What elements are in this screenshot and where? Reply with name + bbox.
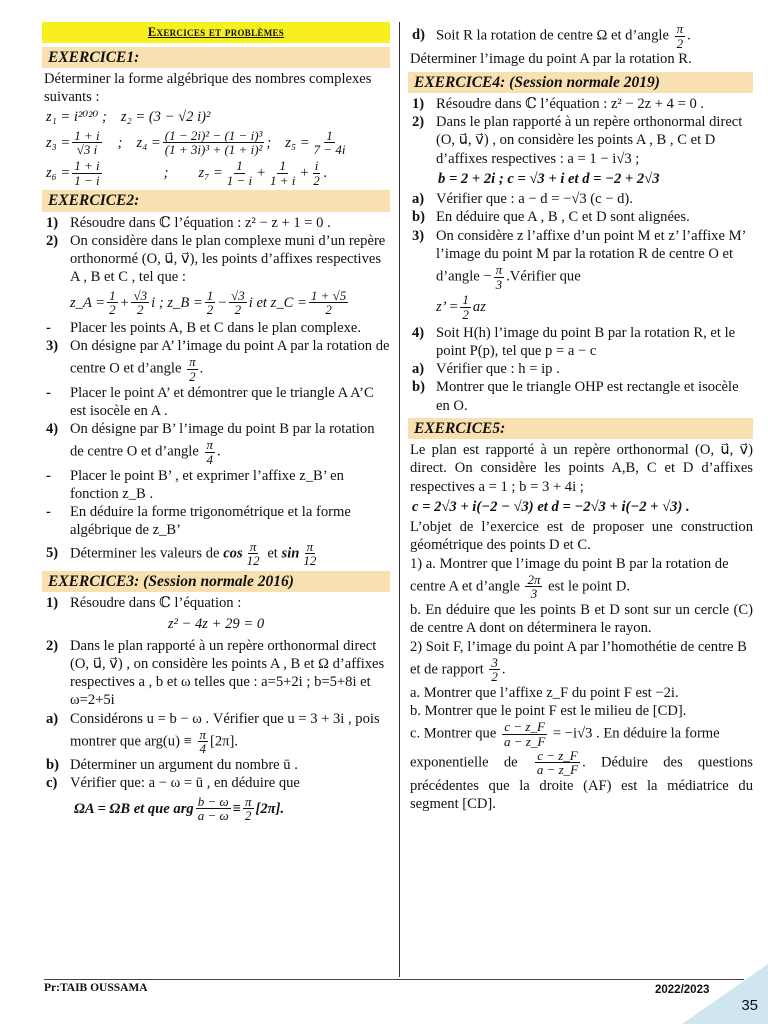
exercise-2-title: EXERCICE2: <box>42 190 390 211</box>
ex5-question-2c: c. Montrer que $\frac{c - z\_F}{a - z\_F}$ = −i√3 . En déduire la forme <box>410 719 720 750</box>
ex2-question-5: 5) Déterminer les valeurs de cos $\frac{\pi}{12}$ et sin $\frac{\pi}{12}$ <box>46 538 317 569</box>
ex4-question-3: 3) On considère z l’affixe d’un point M et z’ l’affixe M’ l’image du point M par la rotation R de centre O et d’angle − $\frac{\pi}{3}$ .Vérifier que <box>412 227 746 292</box>
ex2-question-1: 1) Résoudre dans ℂ l’équation : z² − z + 1 = 0 . <box>46 214 331 231</box>
ex2-points-affixes: z_A = $\frac{1}{2}$ + $\frac{√3}{2}$ i ; z_B = $\frac{1}{2}$ − $\frac{√3}{2}$ i et z_C = $\frac{1 + √5}{2}$ <box>70 287 347 318</box>
footer-author: Pr:TAIB OUSSAMA <box>44 982 148 994</box>
z5-fraction: $\frac{1}{7 - 4i}$ <box>313 127 346 158</box>
z3-label: z₃ = <box>46 134 71 151</box>
ex4-question-2: 2) Dans le plan rapporté à un repère orthonormal direct (O, u⃗, v⃗) , on considère les points A , B , C et D d’affixes respectives : a = 1 − i√3 ; <box>412 114 743 167</box>
footer-year: 2022/2023 <box>655 984 710 996</box>
z7-fraction-c: $\frac{i}{2}$ <box>313 157 320 188</box>
ex4-question-4: 4) Soit H(h) l’image du point B par la rotation R, et le point P(p), tel que p = a − c <box>412 324 736 359</box>
z4-label: z₄ = <box>136 134 161 151</box>
ex5-question-1b: b. En déduire que les points B et D sont sur un cercle (C) de centre A dont on déterminera le rayon. <box>410 602 753 637</box>
z6-z7-line: z₆ = $\frac{1 + i}{1 - i}$ ; z₇ = $\frac{1}{1 - i}$ + $\frac{1}{1 + i}$ + $\frac{i}{2}$ . <box>46 157 328 188</box>
z1-z2-line <box>42 108 390 126</box>
exercise-5-title: EXERCICE5: <box>408 418 753 439</box>
z6-fraction: $\frac{1 + i}{1 - i}$ <box>74 157 100 188</box>
z3-fraction: $\frac{1 + i}{√3 i}$ <box>74 127 100 158</box>
ex2-question-2: 2) On considère dans le plan complexe muni d’un repère orthonormé (O, u⃗, v⃗), les points d’affixes respectives A , B et C , tel que : <box>46 232 386 286</box>
ex3-question-c-formula: ΩA = ΩB et que arg $\frac{b - \omega}{a - \omega}$ ≡ $\frac{\pi}{2}$ [2π]. <box>74 793 285 824</box>
ex5-question-1a: 1) a. Montrer que l’image du point B par la rotation de centre A et d’angle $\frac{2\pi}{3}$ est le point D. <box>410 555 729 602</box>
ex4-question-a: a) Vérifier que : a − d = −√3 (c − d). <box>412 191 633 208</box>
ex4-question-4a: a) Vérifier que : h = ip . <box>412 361 560 378</box>
ex3-question-c: c) Vérifier que: a − ω = ū , en déduire que <box>46 775 300 792</box>
ex4-question-1: 1) Résoudre dans ℂ l’équation : z² − 2z + 4 = 0 . <box>412 95 705 112</box>
ex3-question-d: d) Soit R la rotation de centre Ω et d’angle $\frac{\pi}{2}$ . <box>412 21 691 51</box>
ex2-bullet-4: - En déduire la forme trigonométrique et la forme algébrique de z_B’ <box>46 504 351 539</box>
ex3-question-a: a) Considérons u = b − ω . Vérifier que u = 3 + 3i , pois montrer que arg(u) ≡ $\frac{\pi}{4}$ [2π]. <box>46 710 380 757</box>
ex5-question-2: 2) Soit F, l’image du point A par l’homothétie de centre B et de rapport $\frac{3}{2}$ . <box>410 638 747 685</box>
left-column <box>42 22 390 825</box>
z7-label: z₇ = <box>198 165 223 181</box>
page-banner: Exercices et problèmes <box>42 22 390 43</box>
z1-formula: z₁ = i²⁰²⁰ ; <box>46 109 107 126</box>
exercise-1-intro: Déterminer la forme algébrique des nombres complexes suivants : <box>44 71 372 106</box>
ex3-question-b: b) Déterminer un argument du nombre ū . <box>46 757 298 774</box>
ex5-question-2a: a. Montrer que l’affixe z_F du point F est −2i. <box>410 685 679 702</box>
exercise-3-title: EXERCICE3: (Session normale 2016) <box>42 571 390 592</box>
ex2-bullet-3: - Placer le point B’ , et exprimer l’affixe z_B’ en fonction z_B . <box>46 467 344 502</box>
z4-fraction: $\frac{\text{(1 − 2i)² − (1 − i)³}}{\text{(1 + 3i)³ + (1 + i)²}}$ <box>164 127 263 158</box>
ex3-question-1: 1) Résoudre dans ℂ l’équation : <box>46 595 242 612</box>
z7-fraction-a: $\frac{1}{1 - i}$ <box>226 157 253 188</box>
page-number: 35 <box>741 997 758 1015</box>
ex4-question-b: b) En déduire que A , B , C et D sont alignées. <box>412 209 690 226</box>
ex2-bullet-1: - Placer les points A, B et C dans le plan complexe. <box>46 319 362 336</box>
ex3-question-d-line2: Déterminer l’image du point A par la rotation R. <box>410 51 692 68</box>
ex4-rotation-formula: z’ = $\frac{1}{2}$ az <box>436 292 486 322</box>
column-divider <box>399 22 400 977</box>
right-column <box>408 22 753 814</box>
exercise-4-title: EXERCICE4: (Session normale 2019) <box>408 72 753 93</box>
page-corner <box>682 964 768 1024</box>
footer-rule <box>44 979 744 980</box>
z7-fraction-b: $\frac{1}{1 + i}$ <box>270 157 296 188</box>
ex4-question-4b: b) Montrer que le triangle OHP est rectangle et isocèle en O. <box>412 379 739 414</box>
ex5-question-2c-continued: exponentielle de $\frac{c - z\_F}{a - z\_F}$ . Déduire des questions précédentes que la droite (AF) est la médiatrice du segment [CD]. <box>410 747 753 813</box>
z2-formula: z₂ = (3 − √2 i)² <box>120 109 211 126</box>
ex5-objective: L’objet de l’exercice est de proposer une construction géométrique des points D et C. <box>410 519 753 554</box>
exercise-1-title: EXERCICE1: <box>42 47 390 68</box>
ex4-affixes-line: b = 2 + 2i ; c = √3 + i et d = −2 + 2√3 <box>438 170 660 187</box>
ex5-intro: Le plan est rapporté à un repère orthonormal (O, u⃗, v⃗) direct. On considère les points A,B, C et D d’affixes respectives a = 1 ; b = 3 + 4i ; <box>410 442 753 495</box>
z3-z5-line: z₃ = $\frac{1 + i}{√3 i}$ ; z₄ = $\frac{\text{(1 − 2i)² − (1 − i)³}}{\text{(1 + 3i)³ + (1 + i)²}}$ ; z₅ = $\frac{1}{7 - 4i}$ <box>46 127 346 158</box>
z5-label: z₅ = <box>285 134 310 151</box>
ex3-equation: z² − 4z + 29 = 0 <box>167 616 265 633</box>
ex2-bullet-2: - Placer le point A’ et démontrer que le triangle A A’C est isocèle en A . <box>46 384 374 419</box>
z6-label: z₆ = <box>46 165 71 181</box>
ex5-question-2b: b. Montrer que le point F est le milieu de [CD]. <box>410 703 687 720</box>
ex5-affixes-line: c = 2√3 + i(−2 − √3) et d = −2√3 + i(−2 + √3) . <box>412 498 690 515</box>
ex2-question-3: 3) On désigne par A’ l’image du point A par la rotation de centre O et d’angle $\frac{\pi}{2}$ . <box>46 338 390 384</box>
ex3-question-2: 2) Dans le plan rapporté à un repère orthonormal direct (O, u⃗, v⃗) , on considère les points A , B et Ω d’affixes respectives a , b et ω telles que : a=5+2i ; b=5+8i et ω=2+5i <box>46 637 385 709</box>
ex2-question-4: 4) On désigne par B’ l’image du point B par la rotation de centre O et d’angle $\frac{\pi}{4}$ . <box>46 421 375 467</box>
